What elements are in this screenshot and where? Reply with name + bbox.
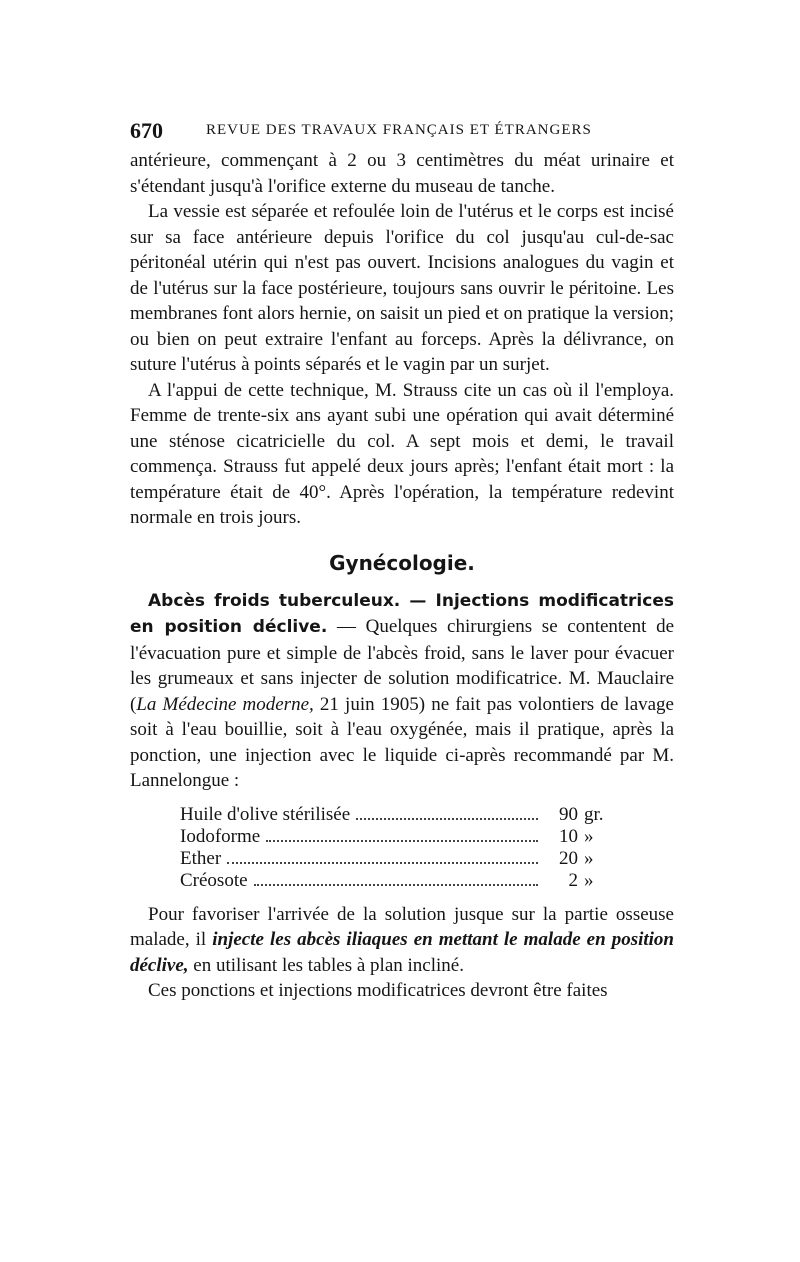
paragraph-2: La vessie est séparée et refoulée loin de l'utérus et le corps est incisé sur sa face antérieure depuis l'orifice du col jusqu'au cul-de-sac péritonéal utérin qui n'est pas ouvert. Incisions analogues du vagin et de l'utérus sur la face postérieure, toujours sans ouvrir le péritoine. Les membranes font alors hernie, on saisit un pied et on pratique la version; ou bien on peut extraire l'enfant au forceps. Après la délivrance, on suture l'utérus à points séparés et le vagin par un surjet. [130,201,674,375]
ingredient-quantity: 90 [559,803,578,825]
paragraph-4-text-a: — Quelques chirurgiens se contentent de l'évacuation pure et simple de l'abcès froid, sans le laver pour évacuer les grumeaux et sans injecter de solution modificatrice. M. Mauclaire ( [130,616,674,715]
ingredient-unit: gr. [584,803,604,825]
recipe-list [180,804,614,892]
document-page [130,118,674,1004]
section-title: Gynécologie. [329,550,475,575]
running-title: REVUE DES TRAVAUX FRANÇAIS ET ÉTRANGERS [206,122,592,138]
paragraph-4-text-b: 21 juin 1905) ne fait pas volontiers de lavage soit à l'eau bouillie, soit à l'eau oxygénée, mais il pratique, après la ponction, une injection avec le liquide ci-après recommandé par M. Lannelongue : [130,693,674,791]
ingredient-name: Ether [180,847,222,869]
ingredient-name: Créosote [180,869,248,891]
dot-leader [266,840,538,842]
journal-title: La Médecine moderne, [136,693,314,715]
ingredient-unit: » [584,869,594,891]
paragraph-5-text-a: Pour favoriser l'arrivée de la solution jusque sur la partie osseuse malade, il [130,903,674,950]
ingredient-quantity: 2 [568,869,578,891]
ingredient-name: Huile d'olive stérilisée [180,803,351,825]
dot-leader [227,862,538,864]
emphasis-text: injecte les abcès iliaques en mettant le malade en position déclive, [130,929,674,976]
ingredient-name: Iodoforme [180,825,261,847]
ingredient-unit: » [584,825,594,847]
ingredient-quantity: 10 [559,825,578,847]
paragraph-5-text-b: en utilisant les tables à plan incliné. [188,954,464,976]
recipe-row [180,870,614,892]
paragraph-5 [130,902,674,979]
paragraph-1: antérieure, commençant à 2 ou 3 centimètres du méat urinaire et s'étendant jusqu'à l'orifice externe du museau de tanche. [130,150,674,197]
page-number: 670 [130,118,163,143]
recipe-row [180,848,614,870]
paragraph-6: Ces ponctions et injections modificatrices devront être faites [148,980,608,1001]
paragraph-heading: Abcès froids tuberculeux. — Injections modificatrices en position déclive. [130,590,674,637]
paragraph-3: A l'appui de cette technique, M. Strauss cite un cas où il l'employa. Femme de trente-six ans ayant subi une opération qui avait déterminé une sténose cicatricielle du col. A sept mois et demi, le travail commença. Strauss fut appelé deux jours après; l'enfant était mort : la température était de 40°. Après l'opération, la température redevint normale en trois jours. [130,379,674,528]
recipe-row [180,826,614,848]
ingredient-quantity: 20 [559,847,578,869]
dot-leader [356,818,538,820]
ingredient-unit: » [584,847,594,869]
dot-leader [254,884,538,886]
page-header [130,118,674,148]
recipe-row [180,804,614,826]
paragraph-4 [130,588,674,794]
